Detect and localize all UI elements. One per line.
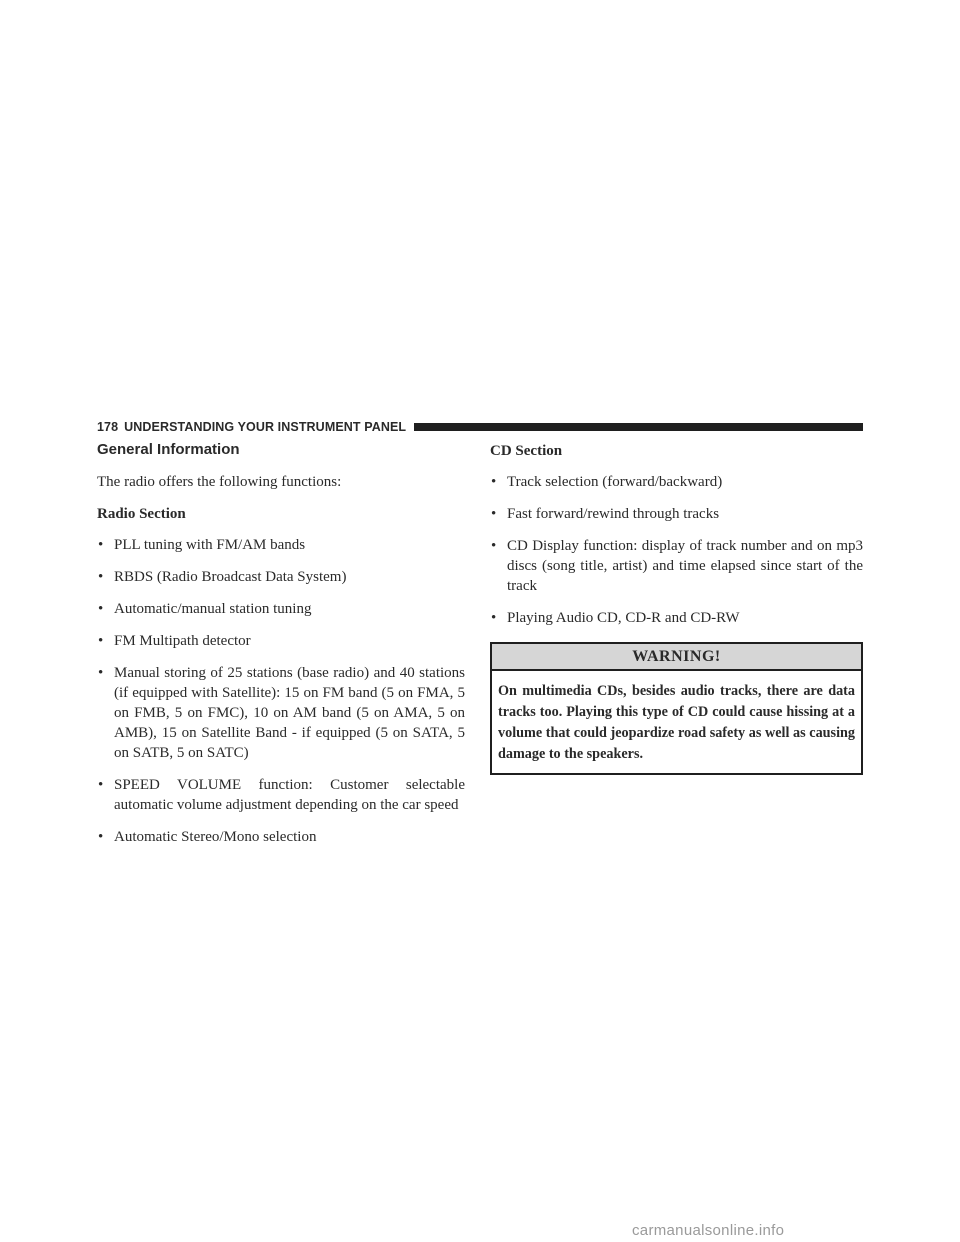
list-item: • RBDS (Radio Broadcast Data System)	[98, 569, 347, 585]
list-item: • PLL tuning with FM/AM bands	[98, 537, 306, 553]
cd-feature-list	[490, 472, 863, 628]
section-title: UNDERSTANDING YOUR INSTRUMENT PANEL	[124, 420, 407, 434]
radio-feature-list	[97, 535, 465, 847]
bullet-icon: •	[98, 665, 104, 681]
watermark: carmanualsonline.info	[632, 1222, 785, 1239]
cd-section-title: CD Section	[490, 443, 563, 459]
bullet-icon: •	[98, 633, 104, 649]
list-item: • FM Multipath detector	[98, 633, 251, 649]
warning-text: On multimedia CDs, besides audio tracks, there are data tracks too. Playing this type of CD could cause hissing at a volume that could jeopardize road safety as well as causing damage to the speakers.	[498, 683, 855, 762]
bullet-icon: •	[98, 537, 104, 553]
general-information-heading: General Information	[97, 441, 240, 458]
list-item: • Automatic/manual station tuning	[98, 601, 312, 617]
list-item: • Manual storing of 25 stations (base radio) and 40 stations (if equipped with Satellite): 15 on FM band (5 on FMA, 5 on FMB, 5 on FMC), 10 on AM band (5 on AMA, 5 on AMB), 15 on Satellite Band - if equipped (5 on SATA, 5 on SATB, 5 on SATC)	[98, 665, 465, 761]
right-column	[490, 441, 863, 775]
list-item: • Fast forward/rewind through tracks	[491, 506, 720, 522]
bullet-icon: •	[491, 610, 497, 626]
list-item: • Automatic Stereo/Mono selection	[98, 829, 317, 845]
bullet-icon: •	[98, 829, 104, 845]
list-item: • Playing Audio CD, CD-R and CD-RW	[491, 610, 740, 626]
warning-title: WARNING!	[492, 644, 861, 671]
list-item: • SPEED VOLUME function: Customer selectable automatic volume adjustment depending on the car speed	[98, 777, 465, 813]
bullet-icon: •	[491, 474, 497, 490]
page-number: 178	[97, 420, 119, 434]
bullet-icon: •	[491, 538, 497, 554]
left-column	[97, 441, 465, 859]
bullet-icon: •	[98, 601, 104, 617]
bullet-icon: •	[98, 777, 104, 793]
page-header	[97, 420, 863, 434]
header-rule	[414, 423, 863, 431]
intro-paragraph: The radio offers the following functions:	[97, 474, 342, 490]
warning-box	[490, 642, 863, 775]
bullet-icon: •	[491, 506, 497, 522]
bullet-icon: •	[98, 569, 104, 585]
list-item: • Track selection (forward/backward)	[491, 474, 723, 490]
radio-section-title: Radio Section	[97, 506, 186, 522]
list-item: • CD Display function: display of track number and on mp3 discs (song title, artist) and time elapsed since start of the track	[491, 538, 863, 594]
